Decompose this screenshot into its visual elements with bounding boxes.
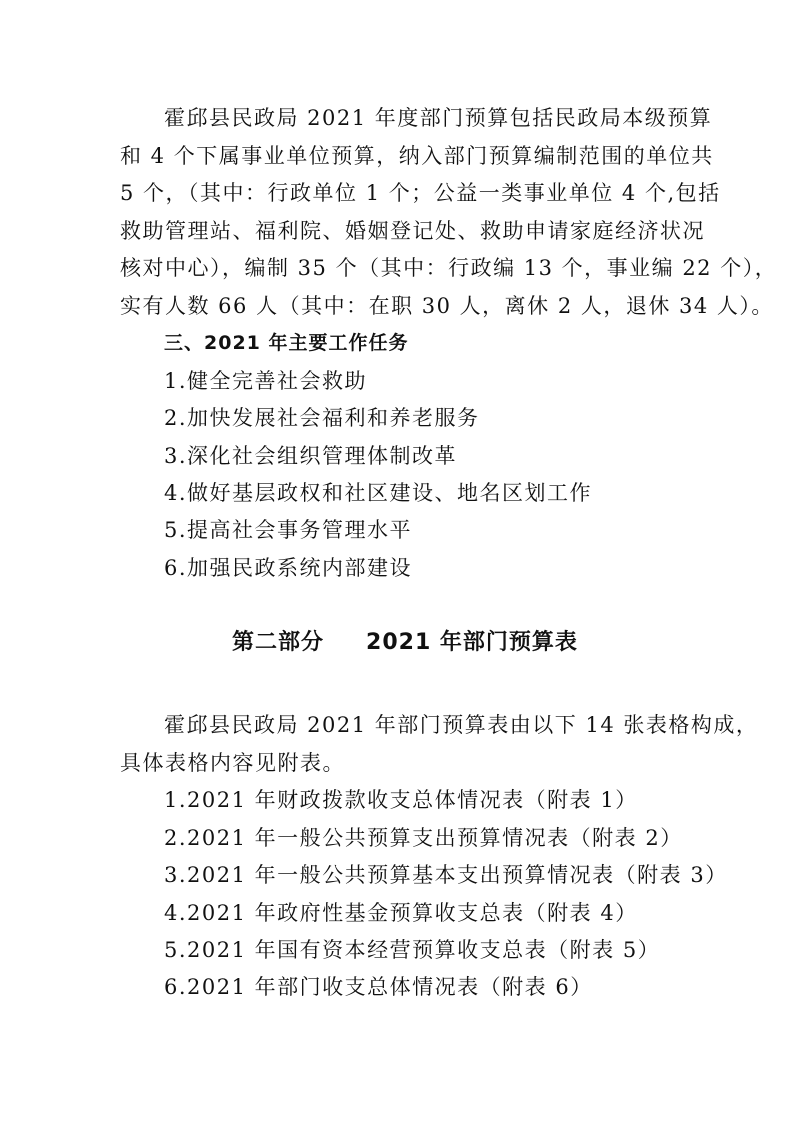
intro-line-5: 核对中心），编制 35 个（其中：行政编 13 个，事业编 22 个）， <box>120 256 778 280</box>
intro-line-1: 霍邱县民政局 2021 年度部门预算包括民政局本级预算 <box>164 106 713 130</box>
table-item-2: 2.2021 年一般公共预算支出预算情况表（附表 2） <box>164 826 683 850</box>
task-item-4: 4.做好基层政权和社区建设、地名区划工作 <box>164 481 593 505</box>
table-item-5: 5.2021 年国有资本经营预算收支总表（附表 5） <box>164 938 661 962</box>
intro-line-4: 救助管理站、福利院、婚姻登记处、救助申请家庭经济状况 <box>120 219 705 243</box>
task-item-5: 5.提高社会事务管理水平 <box>164 518 413 542</box>
intro-line-3: 5 个，（其中：行政单位 1 个；公益一类事业单位 4 个,包括 <box>120 181 721 205</box>
task-item-6: 6.加强民政系统内部建设 <box>164 556 413 580</box>
intro-line-6: 实有人数 66 人（其中：在职 30 人，离休 2 人，退休 34 人）。 <box>120 294 774 318</box>
table-item-4: 4.2021 年政府性基金预算收支总表（附表 4） <box>164 901 638 925</box>
table-item-1: 1.2021 年财政拨款收支总体情况表（附表 1） <box>164 788 638 812</box>
task-item-2: 2.加快发展社会福利和养老服务 <box>164 406 480 430</box>
task-item-1: 1.健全完善社会救助 <box>164 369 368 393</box>
part-title <box>232 628 578 658</box>
table-item-3: 3.2021 年一般公共预算基本支出预算情况表（附表 3） <box>164 863 728 887</box>
part-title-part: 第二部分 <box>232 630 325 655</box>
part-title-name: 2021 年部门预算表 <box>366 630 578 655</box>
section-heading: 三、2021 年主要工作任务 <box>164 332 409 354</box>
part2-paragraph-line-2: 具体表格内容见附表。 <box>120 751 345 775</box>
part2-paragraph-line-1: 霍邱县民政局 2021 年部门预算表由以下 14 张表格构成， <box>164 713 759 737</box>
intro-line-2: 和 4 个下属事业单位预算，纳入部门预算编制范围的单位共 <box>120 144 714 168</box>
task-item-3: 3.深化社会组织管理体制改革 <box>164 444 458 468</box>
table-item-6: 6.2021 年部门收支总体情况表（附表 6） <box>164 975 593 999</box>
